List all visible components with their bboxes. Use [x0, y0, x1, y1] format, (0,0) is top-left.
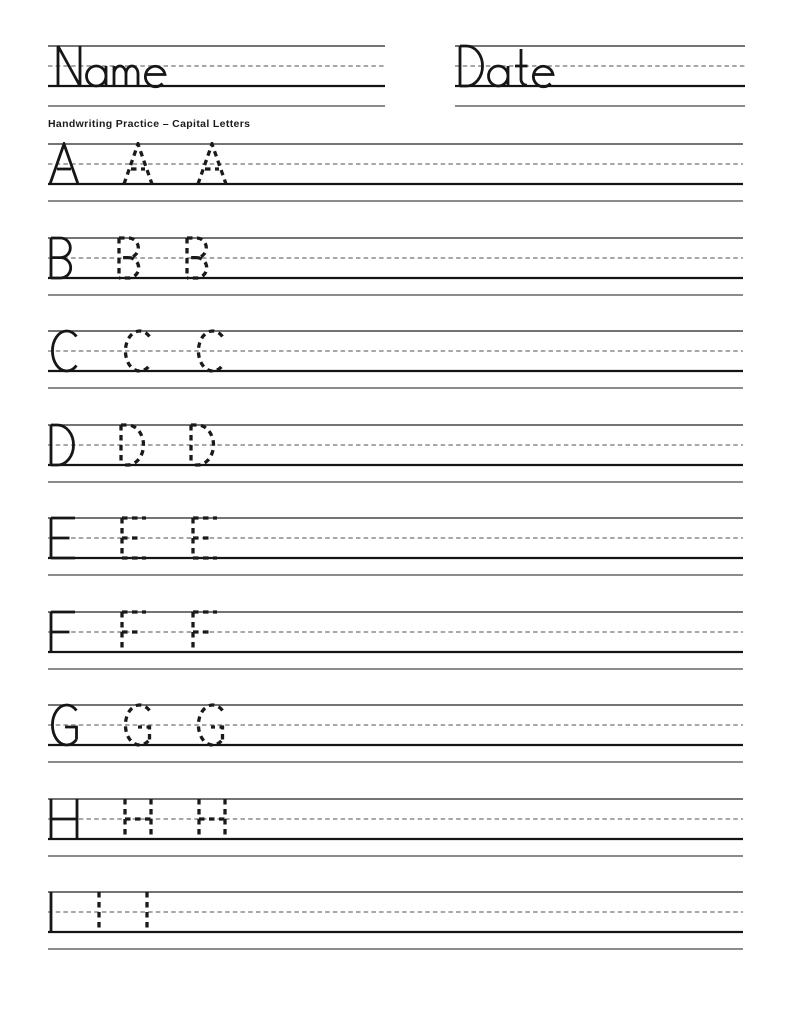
letter-row-C — [48, 329, 743, 391]
name-writing-lines — [48, 44, 385, 108]
letter-row-G — [48, 703, 743, 765]
letter-row-A — [48, 142, 743, 204]
letter-row-D — [48, 423, 743, 485]
letter-row-F — [48, 610, 743, 672]
name-label-glyph-a — [87, 66, 107, 86]
name-label-glyph-e — [145, 66, 165, 86]
worksheet-title: Handwriting Practice – Capital Letters — [48, 118, 251, 130]
trace-letter-H — [199, 799, 225, 839]
solid-letter-D — [51, 425, 74, 465]
letter-row-H — [48, 797, 743, 859]
date-label-glyph-a — [489, 66, 509, 86]
letter-row-B — [48, 236, 743, 298]
date-writing-lines — [455, 44, 745, 108]
date-label-glyph-t — [515, 49, 528, 85]
trace-letter-H — [125, 799, 151, 839]
letter-row-E — [48, 516, 743, 578]
date-field-block — [455, 44, 745, 108]
name-label-glyph-N — [58, 46, 80, 86]
solid-letter-H — [51, 799, 77, 839]
letter-row-I — [48, 890, 743, 952]
name-field-block — [48, 44, 385, 108]
date-label-glyph-e — [533, 66, 553, 86]
name-label-glyph-m — [114, 66, 138, 86]
trace-letter-D — [121, 425, 144, 465]
